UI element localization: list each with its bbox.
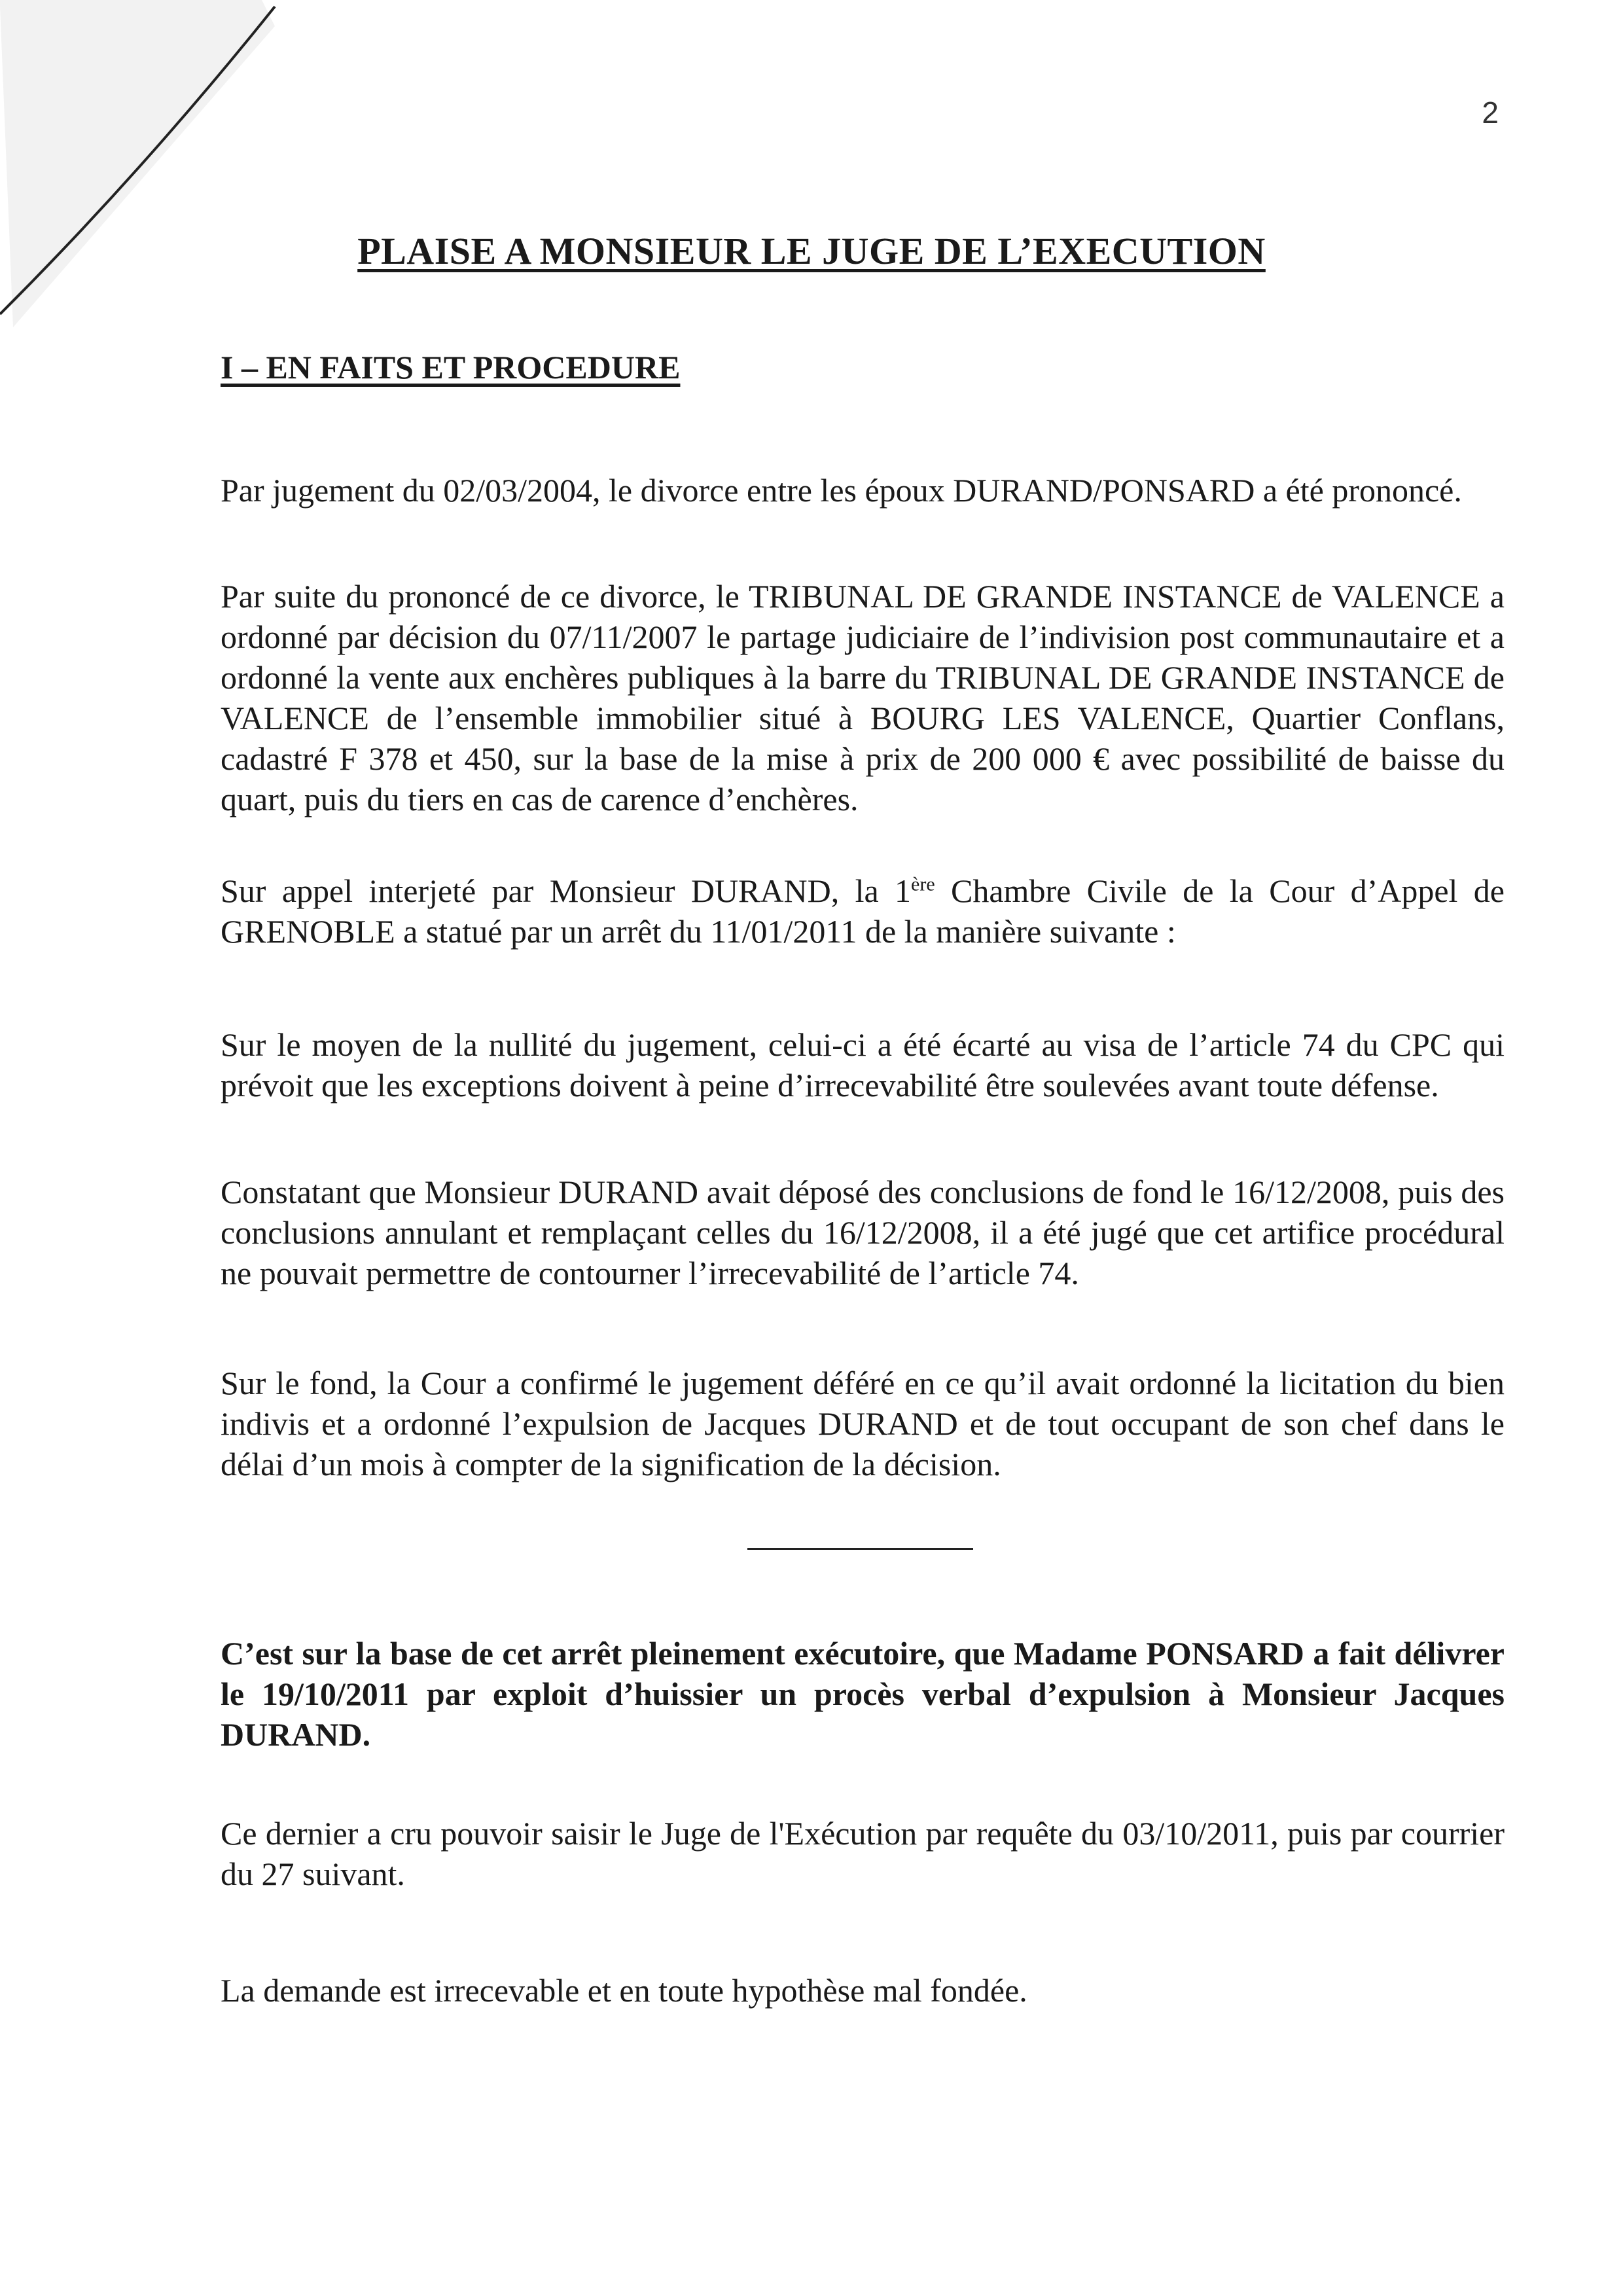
appeal-text-end: Chambre Civile de la Cour d’Appel de GRENOBLE a statué par un arrêt du 11/01/2011 de la manière suivante : xyxy=(221,872,1505,950)
paragraph-appeal xyxy=(221,870,1505,952)
scan-fold-shading xyxy=(0,0,275,327)
paragraph-expulsion-bold: C’est sur la base de cet arrêt pleinement exécutoire, que Madame PONSARD a fait délivrer le 19/10/2011 par exploit d’huissier un procès verbal d’expulsion à Monsieur Jacques DURAND. xyxy=(221,1635,1505,1753)
page-number: 2 xyxy=(1482,96,1499,130)
paragraph-judgment: Par jugement du 02/03/2004, le divorce entre les époux DURAND/PONSARD a été prononcé. xyxy=(221,472,1462,509)
paragraph-nullity: Sur le moyen de la nullité du jugement, celui-ci a été écarté au visa de l’article 74 du CPC qui prévoit que les exceptions doivent à peine d’irrecevabilité être soulevées avant toute défense. xyxy=(221,1026,1505,1103)
paragraph-request: Ce dernier a cru pouvoir saisir le Juge de l'Exécution par requête du 03/10/2011, puis par courrier du 27 suivant. xyxy=(221,1815,1505,1892)
paragraph-conclusions: Constatant que Monsieur DURAND avait déposé des conclusions de fond le 16/12/2008, puis des conclusions annulant et remplaçant celles du 16/12/2008, il a été jugé que cet artifice procédural ne pouvait permettre de contourner l’irrecevabilité de l’article 74. xyxy=(221,1174,1505,1291)
paragraph-partition-order: Par suite du prononcé de ce divorce, le TRIBUNAL DE GRANDE INSTANCE de VALENCE a ordonné par décision du 07/11/2007 le partage judiciaire de l’indivision post communautaire et a ordonné la vente aux enchères publiques à la barre du TRIBUNAL DE GRANDE INSTANCE de VALENCE de l’ensemble immobilier situé à BOURG LES VALENCE, Quartier Conflans, cadastré F 378 et 450, sur la base de la mise à prix de 200 000 € avec possibilité de baisse du quart, puis du tiers en cas de carence d’enchères. xyxy=(221,578,1505,817)
separator-line xyxy=(747,1548,973,1550)
document-title: PLAISE A MONSIEUR LE JUGE DE L’EXECUTION xyxy=(357,230,1266,272)
paragraph-merits: Sur le fond, la Cour a confirmé le jugement déféré en ce qu’il avait ordonné la licitation du bien indivis et a ordonné l’expulsion de Jacques DURAND et de tout occupant de son chef dans le délai d’un mois à compter de la signification de la décision. xyxy=(221,1365,1505,1482)
ordinal-superscript: ère xyxy=(911,873,935,895)
scan-fold-mark xyxy=(0,0,301,340)
appeal-text-start: Sur appel interjeté par Monsieur DURAND, la 1 xyxy=(221,872,912,909)
paragraph-conclusion: La demande est irrecevable et en toute hypothèse mal fondée. xyxy=(221,1972,1027,2009)
section-heading: I – EN FAITS ET PROCEDURE xyxy=(221,349,681,386)
